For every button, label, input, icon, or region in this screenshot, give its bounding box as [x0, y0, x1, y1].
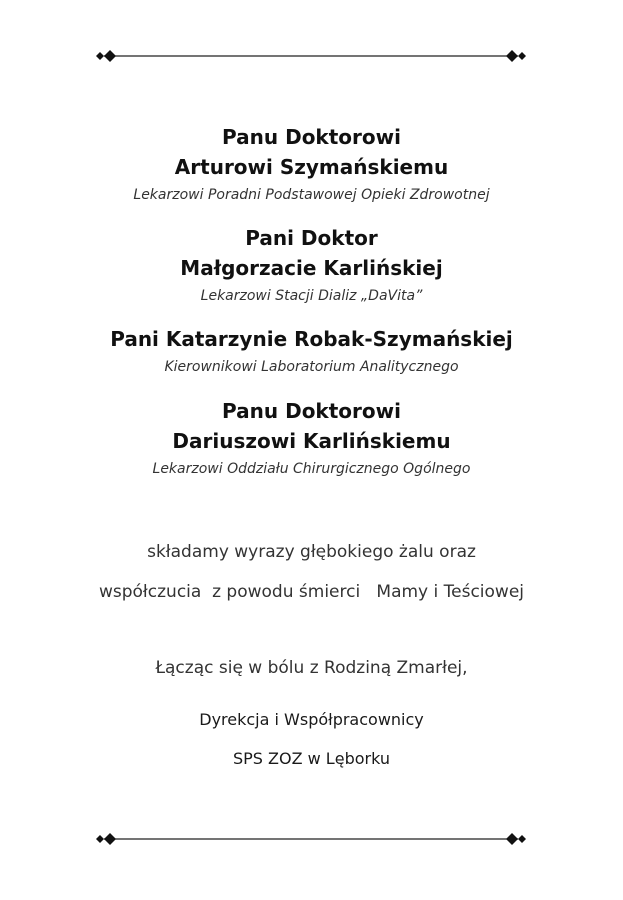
recipient-3-name-line-1: Pani Katarzynie Robak-Szymańskiej: [110, 327, 513, 351]
condolence-line-2: współczucia z powodu śmierci Mamy i Teściowej: [98, 582, 525, 602]
condolence-line-1: składamy wyrazy głębokiego żalu oraz: [147, 542, 476, 562]
ornament-line-icon: [96, 831, 526, 847]
recipient-2-role: Lekarzowi Stacji Dializ „DaVita”: [200, 288, 423, 304]
top-ornament-divider: [96, 48, 526, 64]
recipient-2-name-line-2: Małgorzacie Karlińskiej: [180, 256, 443, 280]
recipient-1-role: Lekarzowi Poradni Podstawowej Opieki Zdrowotnej: [133, 187, 490, 203]
signature-line-2: SPS ZOZ w Lęborku: [232, 749, 390, 768]
recipient-1-name-line-2: Arturowi Szymańskiemu: [174, 155, 449, 179]
recipient-2: [0, 223, 623, 307]
recipient-3-role: Kierownikowi Laboratorium Analitycznego: [164, 359, 459, 375]
signature-line-1: Dyrekcja i Współpracownicy: [199, 710, 424, 729]
ornament-line-icon: [96, 48, 526, 64]
recipient-1-name-line-1: Panu Doktorowi: [222, 125, 401, 149]
closing-line: Łącząc się w bólu z Rodziną Zmarłej,: [155, 658, 468, 678]
recipient-2-name-line-1: Pani Doktor: [245, 226, 378, 250]
recipient-4: [0, 396, 623, 480]
recipient-1: [0, 122, 623, 206]
recipient-4-name-line-2: Dariuszowi Karlińskiemu: [172, 429, 451, 453]
recipient-4-name-line-1: Panu Doktorowi: [222, 399, 401, 423]
bottom-ornament-divider: [96, 831, 526, 847]
recipient-3: [0, 324, 623, 378]
recipient-4-role: Lekarzowi Oddziału Chirurgicznego Ogólnego: [152, 461, 471, 477]
